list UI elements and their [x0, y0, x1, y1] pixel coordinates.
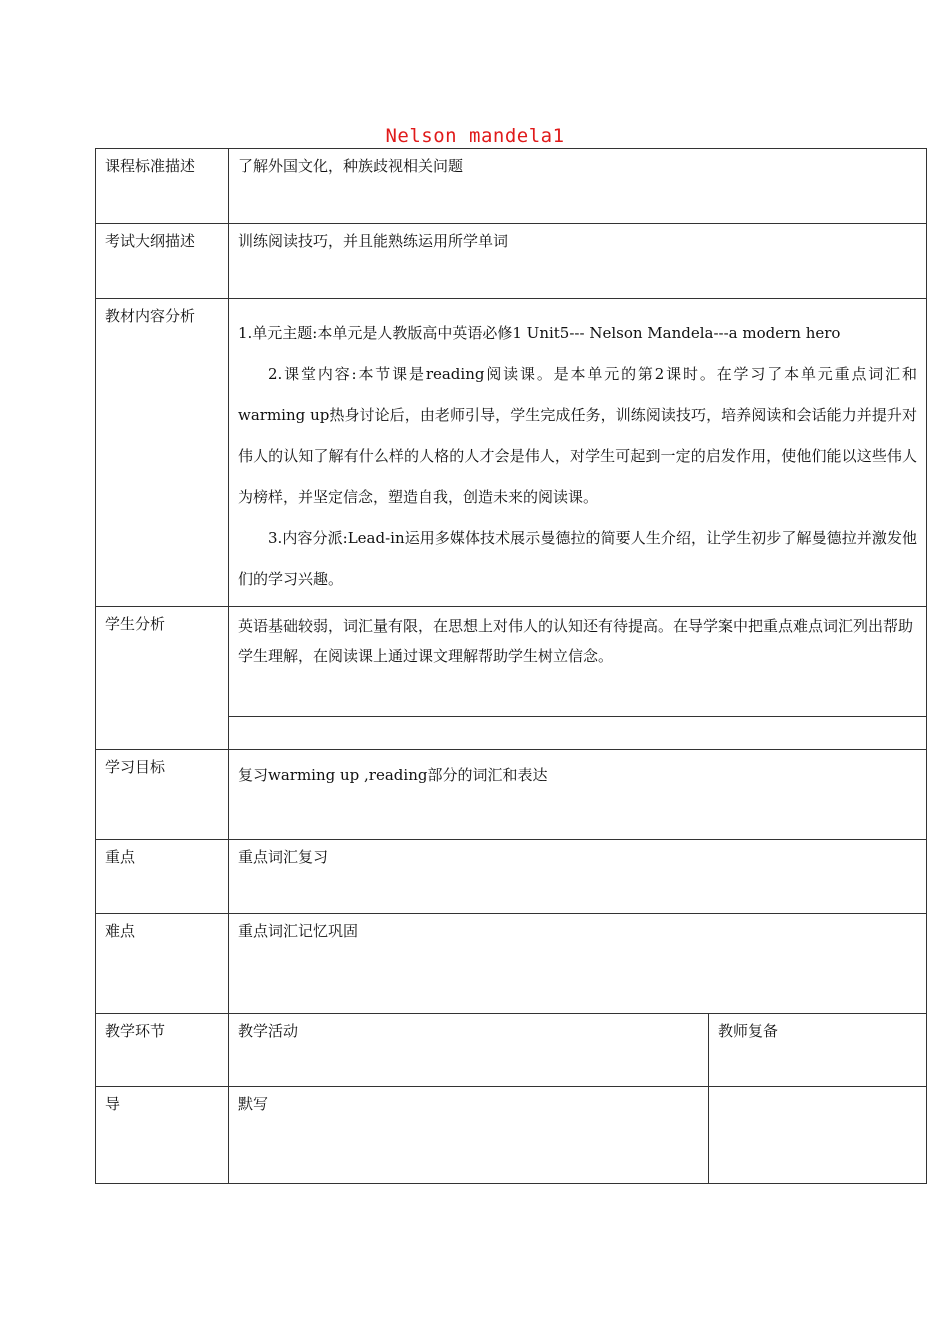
- header-teacher-notes: 教师复备: [709, 1014, 927, 1087]
- row-exam-syllabus: [96, 224, 927, 299]
- value-course-standard: 了解外国文化，种族歧视相关问题: [229, 149, 927, 224]
- row-difficult-points: [96, 914, 927, 1014]
- intro-step-notes: [709, 1087, 927, 1184]
- content-paragraph-2: 2.课堂内容:本节课是reading阅读课。是本单元的第2课时。在学习了本单元重点词汇和warming up热身讨论后，由老师引导，学生完成任务，训练阅读技巧，培养阅读和会话能力并提升对伟人的认知了解有什么样的人格的人才会是伟人，对学生可起到一定的启发作用，使他们能以这些伟人为榜样，并坚定信念，塑造自我，创造未来的阅读课。: [238, 365, 918, 506]
- intro-step-label: 导: [96, 1087, 229, 1184]
- value-content-analysis: [229, 299, 927, 607]
- row-intro-step: [96, 1087, 927, 1184]
- value-exam-syllabus: 训练阅读技巧，并且能熟练运用所学单词: [229, 224, 927, 299]
- row-key-points: [96, 840, 927, 914]
- value-key-points: 重点词汇复习: [229, 840, 927, 914]
- label-learning-goal: 学习目标: [96, 750, 229, 840]
- value-student-analysis: [229, 607, 927, 750]
- label-exam-syllabus: 考试大纲描述: [96, 224, 229, 299]
- intro-step-activity: 默写: [229, 1087, 709, 1184]
- content-paragraph-1: 1.单元主题:本单元是人教版高中英语必修1 Unit5--- Nelson Mandela---a modern hero: [238, 324, 841, 342]
- label-difficult-points: 难点: [96, 914, 229, 1014]
- value-learning-goal: 复习warming up ,reading部分的词汇和表达: [229, 750, 927, 840]
- row-student-analysis: [96, 607, 927, 750]
- label-content-analysis: 教材内容分析: [96, 299, 229, 607]
- label-key-points: 重点: [96, 840, 229, 914]
- student-analysis-text: 英语基础较弱，词汇量有限，在思想上对伟人的认知还有待提高。在导学案中把重点难点词汇列出帮助学生理解，在阅读课上通过课文理解帮助学生树立信念。: [238, 617, 914, 665]
- row-teaching-header: [96, 1014, 927, 1087]
- row-course-standard: [96, 149, 927, 224]
- row-content-analysis: [96, 299, 927, 607]
- label-student-analysis: 学生分析: [96, 607, 229, 750]
- row-learning-goal: [96, 750, 927, 840]
- lesson-plan-table: [95, 148, 927, 1184]
- page-title: Nelson mandela1: [385, 125, 565, 147]
- header-teaching-step: 教学环节: [96, 1014, 229, 1087]
- value-difficult-points: 重点词汇记忆巩固: [229, 914, 927, 1014]
- student-analysis-box: [228, 606, 927, 717]
- label-course-standard: 课程标准描述: [96, 149, 229, 224]
- header-teaching-activity: 教学活动: [229, 1014, 709, 1087]
- content-paragraph-3: 3.内容分派:Lead-in运用多媒体技术展示曼德拉的简要人生介绍，让学生初步了解曼德拉并激发他们的学习兴趣。: [238, 529, 918, 588]
